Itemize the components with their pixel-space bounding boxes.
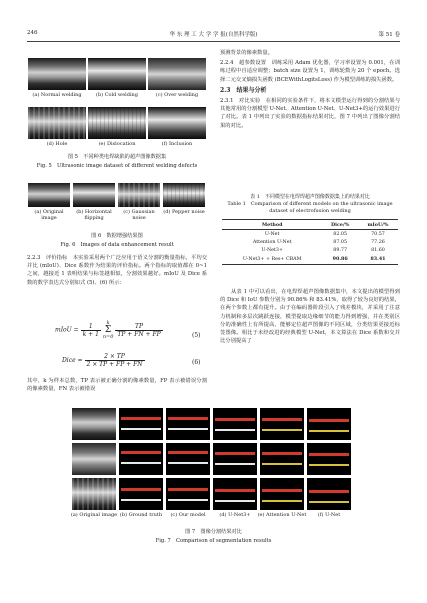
header-rule xyxy=(27,41,400,42)
equation-5 xyxy=(55,320,205,340)
table-row xyxy=(222,230,398,239)
fig7-caption-en: Fig. 7 Comparison of segmentation results xyxy=(155,538,272,544)
equation-explanation: 其中，k 为样本总数，TP 表示被正确分割的像素数量，FP 表示被错误分割的像素数量，FN 表示被错误 xyxy=(27,378,207,393)
fig7-seg-3 xyxy=(166,478,210,510)
fig7-seg-1 xyxy=(119,408,163,440)
fig7-seg-2 xyxy=(166,443,210,475)
table1-title-en: Table 1 Comparison of different models on the ultrasonic image dataset of electrofusion welding xyxy=(227,201,393,214)
fig5-caption-en: Fig. 5 Ultrasonic image dataset of different welding defects xyxy=(36,163,198,169)
table-cell: Attention U-Net xyxy=(252,239,292,245)
table-1 xyxy=(222,194,398,265)
fig5-caption-a: (a) Normal welding xyxy=(32,92,82,98)
fig7-caption-d: (d) U-Net3+ xyxy=(219,512,251,518)
eq6-lhs: Dice = xyxy=(62,357,83,364)
section-2-2-3-paragraph: 2.2.3 评价指标 本实验采用两个广泛应用于语义分割的衡量指标，平均交并比 (mIoU)、Dice 系数作为结果的评价指标。两个指标的取值都在 0~1 之间，越接近 1 表明结果与标签越相似，分割效果越好。mIoU 及 Dice 系数的数学表达式分别如式 (5)、(6) 所示： xyxy=(27,255,207,286)
fig6-caption-b: (b) Horizontal flipping xyxy=(76,209,112,221)
fig7-seg-3 xyxy=(213,478,257,510)
page-header xyxy=(27,30,400,40)
fig7-seg-2 xyxy=(307,443,351,475)
fig5-caption-cn: 图 5 不同种类电焊缺陷的超声图像数据集 xyxy=(67,154,167,160)
eq5-sum: Σ xyxy=(104,325,112,335)
table-cell: 87.05 xyxy=(333,239,348,245)
page-number: 246 xyxy=(27,30,38,36)
table-row xyxy=(222,255,398,265)
results-analysis-paragraph: 从表 1 中可以看出，在电焊焊超声图像数据集中，本文提出的模型得到的 Dice 和 IoU 参数分别为 90.86% 和 83.41%，取得了较为良好的结果，在两个参数上都有提升。由于在编码器阶段引入了残差模块，并采用了注意力机制和多层次跳跃连接，模型提取边缘细节的能力得到增强，并在类别区分的准确性上有所提高，能够定位超声图像的不同区域，分类结果更接近标签图像。相比于未经改进的经典模型 U-Net，本文算法在 Dice 系数和交并比分别提高了 xyxy=(220,289,400,345)
table-row xyxy=(222,247,398,255)
volume-number: 第 51 卷 xyxy=(378,32,400,38)
fig6-image-d xyxy=(163,183,205,207)
eq6-num: 2 × TP xyxy=(85,353,145,361)
eq5-num: TP xyxy=(115,323,162,331)
table-cell: U-Net3+ xyxy=(261,248,283,254)
left-column-text xyxy=(27,254,207,289)
fig7-seg-1 xyxy=(307,408,351,440)
eq6-den: 2 × TP + FP + FN xyxy=(86,361,143,368)
right-column-text-2 xyxy=(220,288,400,347)
fig6-caption-c: (c) Gaussian noise xyxy=(123,209,155,221)
eq5-sum-bot: n=0 xyxy=(102,334,114,340)
fig7-seg-2 xyxy=(213,443,257,475)
eq6-number: (6) xyxy=(192,359,201,366)
table-cell: U-Net3+ + Res+ CBAM xyxy=(222,255,322,265)
fig7-seg-1 xyxy=(166,408,210,440)
fig7-caption-a: (a) Original image xyxy=(70,512,118,518)
fig5-image-f xyxy=(148,107,206,139)
fig6-image-b xyxy=(73,183,115,207)
fig5-caption-b: (b) Cold welding xyxy=(96,92,138,98)
table-cell: 82.05 xyxy=(333,231,348,237)
fig7-caption-c: (c) Our model xyxy=(170,512,206,518)
continuation-line: 预测背景的像素数量。 xyxy=(220,50,273,56)
section-2-3-1-paragraph: 2.3.1 对比实验 在相同的实验条件下，将本文模型运行得到的分割结果与其他常用的分割模型 U-Net、Attention U-Net、U-Net3+的运行效果进行了对比。表 1 中列出了实验的数据指标结果对比，图 7 中列出了图像分割结果的对比。 xyxy=(220,98,400,129)
table-cell: 90.86 xyxy=(322,255,358,265)
section-2-3-heading: 2.3 结果与分析 xyxy=(220,86,267,94)
fig7-seg-1 xyxy=(213,408,257,440)
eq5-den: TP + FN + FP xyxy=(117,330,161,338)
fig7-seg-3 xyxy=(119,478,163,510)
fig5-image-e xyxy=(88,107,146,139)
table1-header-dice: Dice/% xyxy=(322,220,358,230)
fig5-caption-f: (f) Inclusion xyxy=(161,141,193,147)
table1-grid xyxy=(222,219,398,265)
eq5-coef-den: k + 1 xyxy=(82,330,99,338)
table-cell: 70.57 xyxy=(371,231,385,237)
fig7-original-3 xyxy=(72,478,116,510)
table-cell: U-Net xyxy=(264,231,280,237)
eq5-lhs: mIoU = xyxy=(55,326,79,334)
fig7-caption-e: (e) Attention U-Net xyxy=(257,512,307,518)
fig7-original-2 xyxy=(72,443,116,475)
table-cell: 81.60 xyxy=(371,248,385,254)
fig6-image-a xyxy=(28,183,70,207)
section-2-2-4-paragraph: 2.2.4 超参数设置 训练采用 Adam 优化器，学习率设置为 0.001，在训练过程中自适应调整；batch size 设置为 1，训练轮数为 20 个 epoch。选择二元交叉熵损失函数 (BCEWithLogitsLoss) 作为模型训练的损失函数。 xyxy=(220,60,400,83)
table-cell: 83.41 xyxy=(358,255,398,265)
table-row xyxy=(222,238,398,246)
fig5-image-a xyxy=(28,58,86,90)
fig7-seg-2 xyxy=(260,443,304,475)
fig6-image-c xyxy=(118,183,160,207)
eq5-sum-top: k xyxy=(106,320,110,326)
right-column-text xyxy=(220,49,400,132)
left-column-text-2 xyxy=(27,377,207,395)
fig7-caption-cn: 图 7 图像分割结果对比 xyxy=(185,529,242,535)
eq5-coef-num: 1 xyxy=(81,323,101,331)
fig7-seg-3 xyxy=(260,478,304,510)
fig5-caption-c: (c) Over welding xyxy=(155,92,199,98)
journal-title: 华 东 理 工 大 学 学 报(自然科学版) xyxy=(169,32,258,38)
fig7-seg-3 xyxy=(307,478,351,510)
fig6-caption-en: Fig. 6 Images of data enhancement result xyxy=(60,242,174,248)
fig5-image-c xyxy=(148,58,206,90)
table1-header-miou: mIoU/% xyxy=(358,220,398,230)
fig6-caption-d: (d) Pepper noise xyxy=(163,209,205,215)
fig5-caption-d: (d) Hole xyxy=(46,141,68,147)
table1-header-method: Method xyxy=(222,220,322,230)
fig6-caption-cn: 图 6 数据增强结果图 xyxy=(91,233,143,239)
fig7-seg-1 xyxy=(260,408,304,440)
fig5-image-b xyxy=(88,58,146,90)
fig5-caption-e: (e) Dislocation xyxy=(98,141,136,147)
fig5-image-d xyxy=(28,107,86,139)
fig7-seg-2 xyxy=(119,443,163,475)
table1-title-cn: 表 1 不同模型在电焊焊超声图像数据集上的结果对比 xyxy=(250,194,370,200)
fig7-original-1 xyxy=(72,408,116,440)
fig6-caption-a: (a) Original image xyxy=(34,209,64,221)
table-cell: 89.77 xyxy=(333,248,348,254)
fig7-caption-b: (b) Ground truth xyxy=(119,512,163,518)
table-cell: 77.26 xyxy=(371,239,385,245)
eq5-number: (5) xyxy=(192,332,201,339)
fig7-caption-f: (f) U-Net xyxy=(317,512,341,518)
equation-6 xyxy=(62,353,212,368)
